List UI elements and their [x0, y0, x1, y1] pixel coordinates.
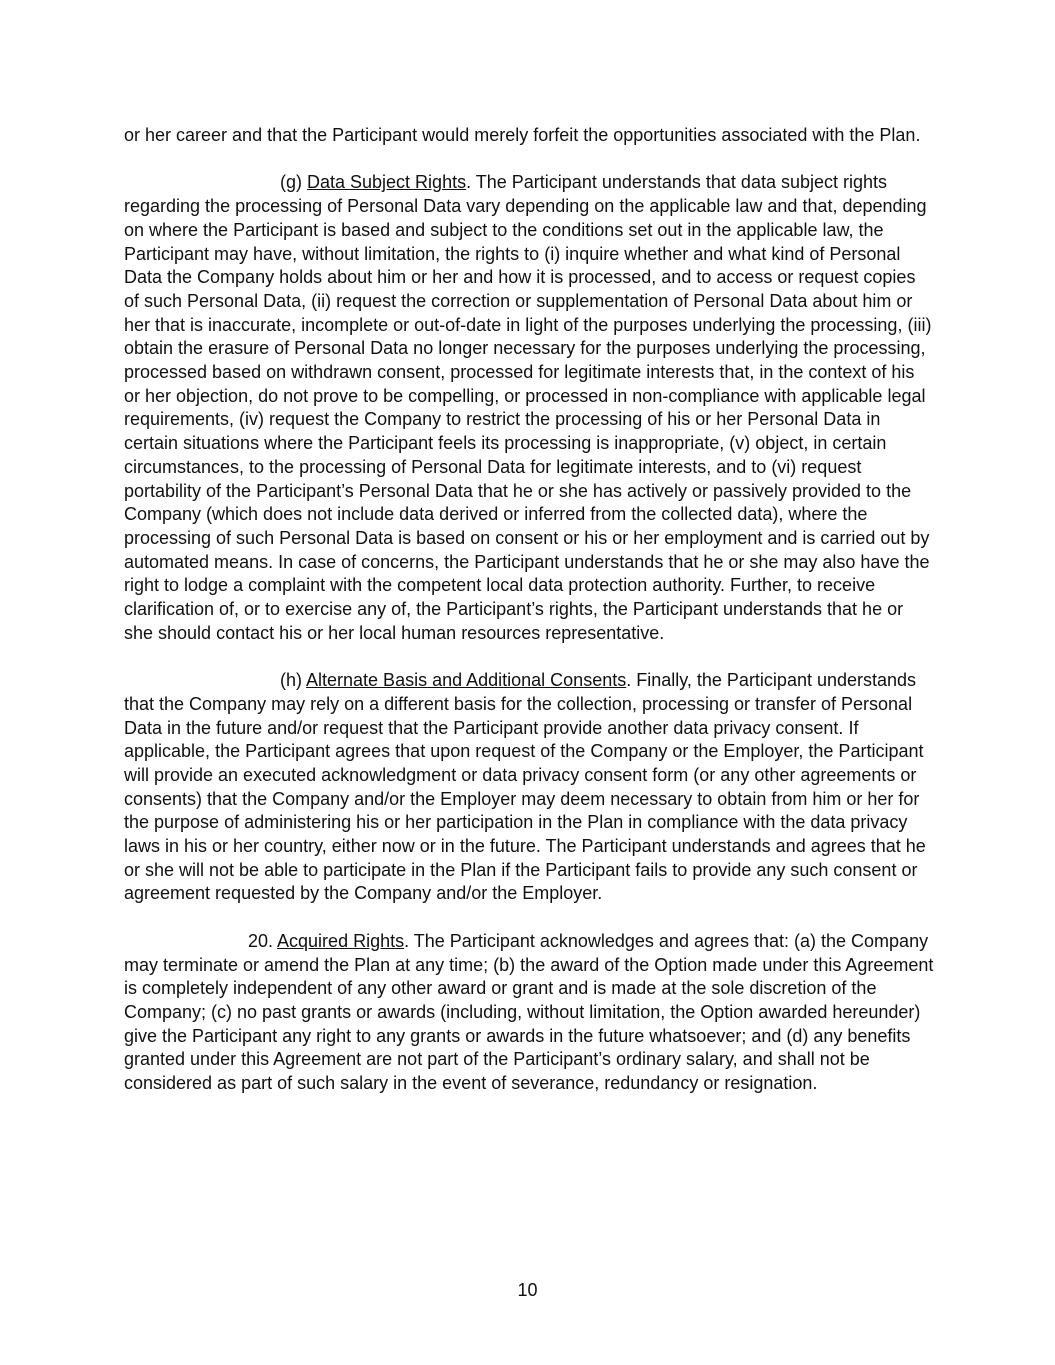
section-g-heading: Data Subject Rights: [307, 172, 467, 193]
section-20-paragraph: [124, 930, 934, 1096]
section-20-heading: Acquired Rights: [277, 930, 405, 951]
continuation-paragraph: or her career and that the Participant would merely forfeit the opportunities associated with the Plan.: [124, 125, 921, 145]
section-g-paragraph: [124, 171, 934, 645]
section-20-body: . The Participant acknowledges and agrees that: (a) the Company may terminate or amend the Plan at any time; (b) the award of the Option made under this Agreement is completely independent of any other award or grant and is made at the sole discretion of the Company; (c) no past grants or awards (including, without limitation, the Option awarded hereunder) give the Participant any right to any grants or awards in the future whatsoever; and (d) any benefits granted under this Agreement are not part of the Participant’s ordinary salary, and shall not be considered as part of such salary in the event of severance, redundancy or resignation.: [124, 930, 934, 1094]
section-g-marker: (g): [280, 172, 307, 193]
document-body: [124, 124, 934, 1119]
section-h-paragraph: [124, 669, 934, 906]
section-g-body: . The Participant understands that data subject rights regarding the processing of Personal Data vary depending on the applicable law and that, depending on where the Participant is based and subject to the conditions set out in the applicable law, the Participant may have, without limitation, the rights to (i) inquire whether and what kind of Personal Data the Company holds about him or her and how it is processed, and to access or request copies of such Personal Data, (ii) request the correction or supplementation of Personal Data about him or her that is inaccurate, incomplete or out-of-date in light of the purposes underlying the processing, (iii) obtain the erasure of Personal Data no longer necessary for the purposes underlying the processing, processed based on withdrawn consent, processed for legitimate interests that, in the context of his or her objection, do not prove to be compelling, or processed in non-compliance with applicable legal requirements, (iv) request the Company to restrict the processing of his or her Personal Data in certain situations where the Participant feels its processing is inappropriate, (v) object, in certain circumstances, to the processing of Personal Data for legitimate interests, and to (vi) request portability of the Participant’s Personal Data that he or she has actively or passively provided to the Company (which does not include data derived or inferred from the collected data), where the processing of such Personal Data is based on consent or his or her employment and is carried out by automated means. In case of concerns, the Participant understands that he or she may also have the right to lodge a complaint with the competent local data protection authority. Further, to receive clarification of, or to exercise any of, the Participant’s rights, the Participant understands that he or she should contact his or her local human resources representative.: [124, 172, 932, 643]
section-h-body: . Finally, the Participant understands that the Company may rely on a different basis for the collection, processing or transfer of Personal Data in the future and/or request that the Participant provide another data privacy consent. If applicable, the Participant agrees that upon request of the Company or the Employer, the Participant will provide an executed acknowledgment or data privacy consent form (or any other agreements or consents) that the Company and/or the Employer may deem necessary to obtain from him or her for the purpose of administering his or her participation in the Plan in compliance with the data privacy laws in his or her country, either now or in the future. The Participant understands and agrees that he or she will not be able to participate in the Plan if the Participant fails to provide any such consent or agreement requested by the Company and/or the Employer.: [124, 670, 926, 904]
section-h-marker: (h): [280, 670, 307, 691]
section-20-marker: 20.: [248, 930, 278, 951]
page-number: 10: [517, 1280, 538, 1300]
section-h-heading: Alternate Basis and Additional Consents: [306, 670, 627, 691]
